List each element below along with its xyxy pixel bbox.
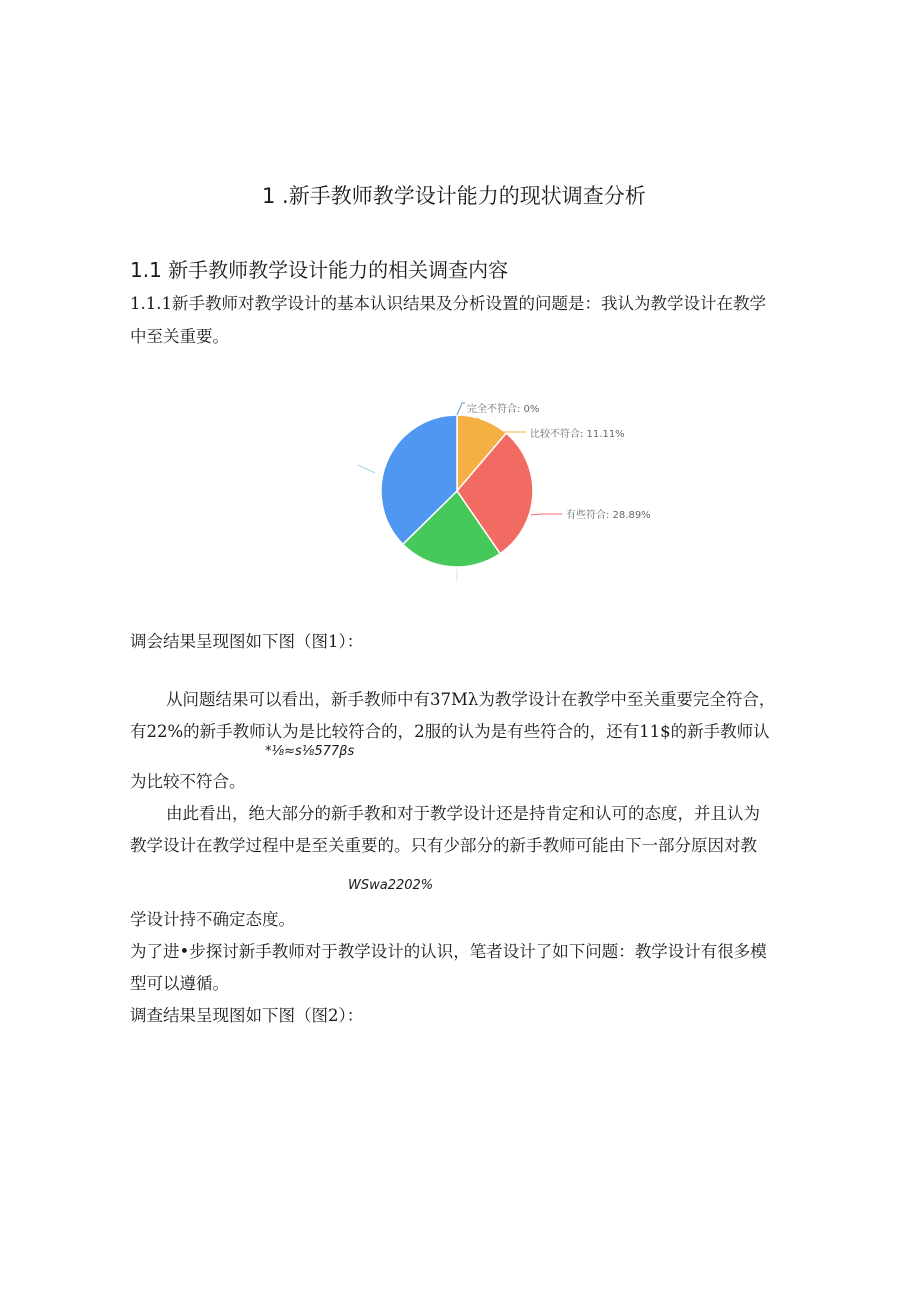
ocr-noise-2: WSwa2202%: [348, 878, 434, 893]
question-2-line-1: 为了进•步探讨新手教师对于教学设计的认识，笔者设计了如下问题：教学设计有很多模: [130, 942, 767, 961]
subsection-heading: 1.1 新手教师教学设计能力的相关调查内容: [130, 258, 509, 282]
ocr-noise-1: *⅛≈s⅛577βs: [265, 744, 355, 759]
pie-slices: [381, 415, 533, 567]
conclusion-line-1: 由此看出，绝大部分的新手教和对于教学设计还是持肯定和认可的态度，并且认为: [166, 804, 760, 823]
section-heading: 1 .新手教师教学设计能力的现状调查分析: [262, 184, 646, 208]
leader-line-2: [531, 514, 562, 515]
question-paragraph-line-2: 中至关重要。: [130, 327, 229, 346]
figure-1-caption: 调会结果呈现图如下图（图1）：: [130, 632, 364, 651]
analysis-line-2: 有22%的新手教师认为是比较符合的，2服的认为是有些符合的，还有11$的新手教师认: [130, 722, 770, 741]
conclusion-line-2: 教学设计在教学过程中是至关重要的。只有少部分的新手教师可能由下一部分原因对教: [130, 836, 757, 855]
leader-line-0: [457, 403, 465, 415]
conclusion-line-3: 学设计持不确定态度。: [130, 910, 295, 929]
figure-2-caption: 调查结果呈现图如下图（图2）：: [130, 1006, 364, 1025]
slice-label-somewhat-agree: 有些符合: 28.89%: [566, 510, 651, 521]
analysis-line-1: 从问题结果可以看出，新手教师中有37Mλ为教学设计在教学中至关重要完全符合，: [166, 690, 776, 709]
leader-line-3: [358, 465, 375, 473]
pie-chart: [330, 385, 670, 600]
question-2-line-2: 型可以遵循。: [130, 974, 229, 993]
analysis-line-3: 为比较不符合。: [130, 772, 246, 791]
question-paragraph-line-1: 1.1.1新手教师对教学设计的基本认识结果及分析设置的问题是：我认为教学设计在教学: [130, 294, 766, 313]
slice-label-somewhat-disagree: 比较不符合: 11.11%: [530, 429, 625, 440]
slice-label-completely-disagree: 完全不符合: 0%: [467, 404, 540, 415]
